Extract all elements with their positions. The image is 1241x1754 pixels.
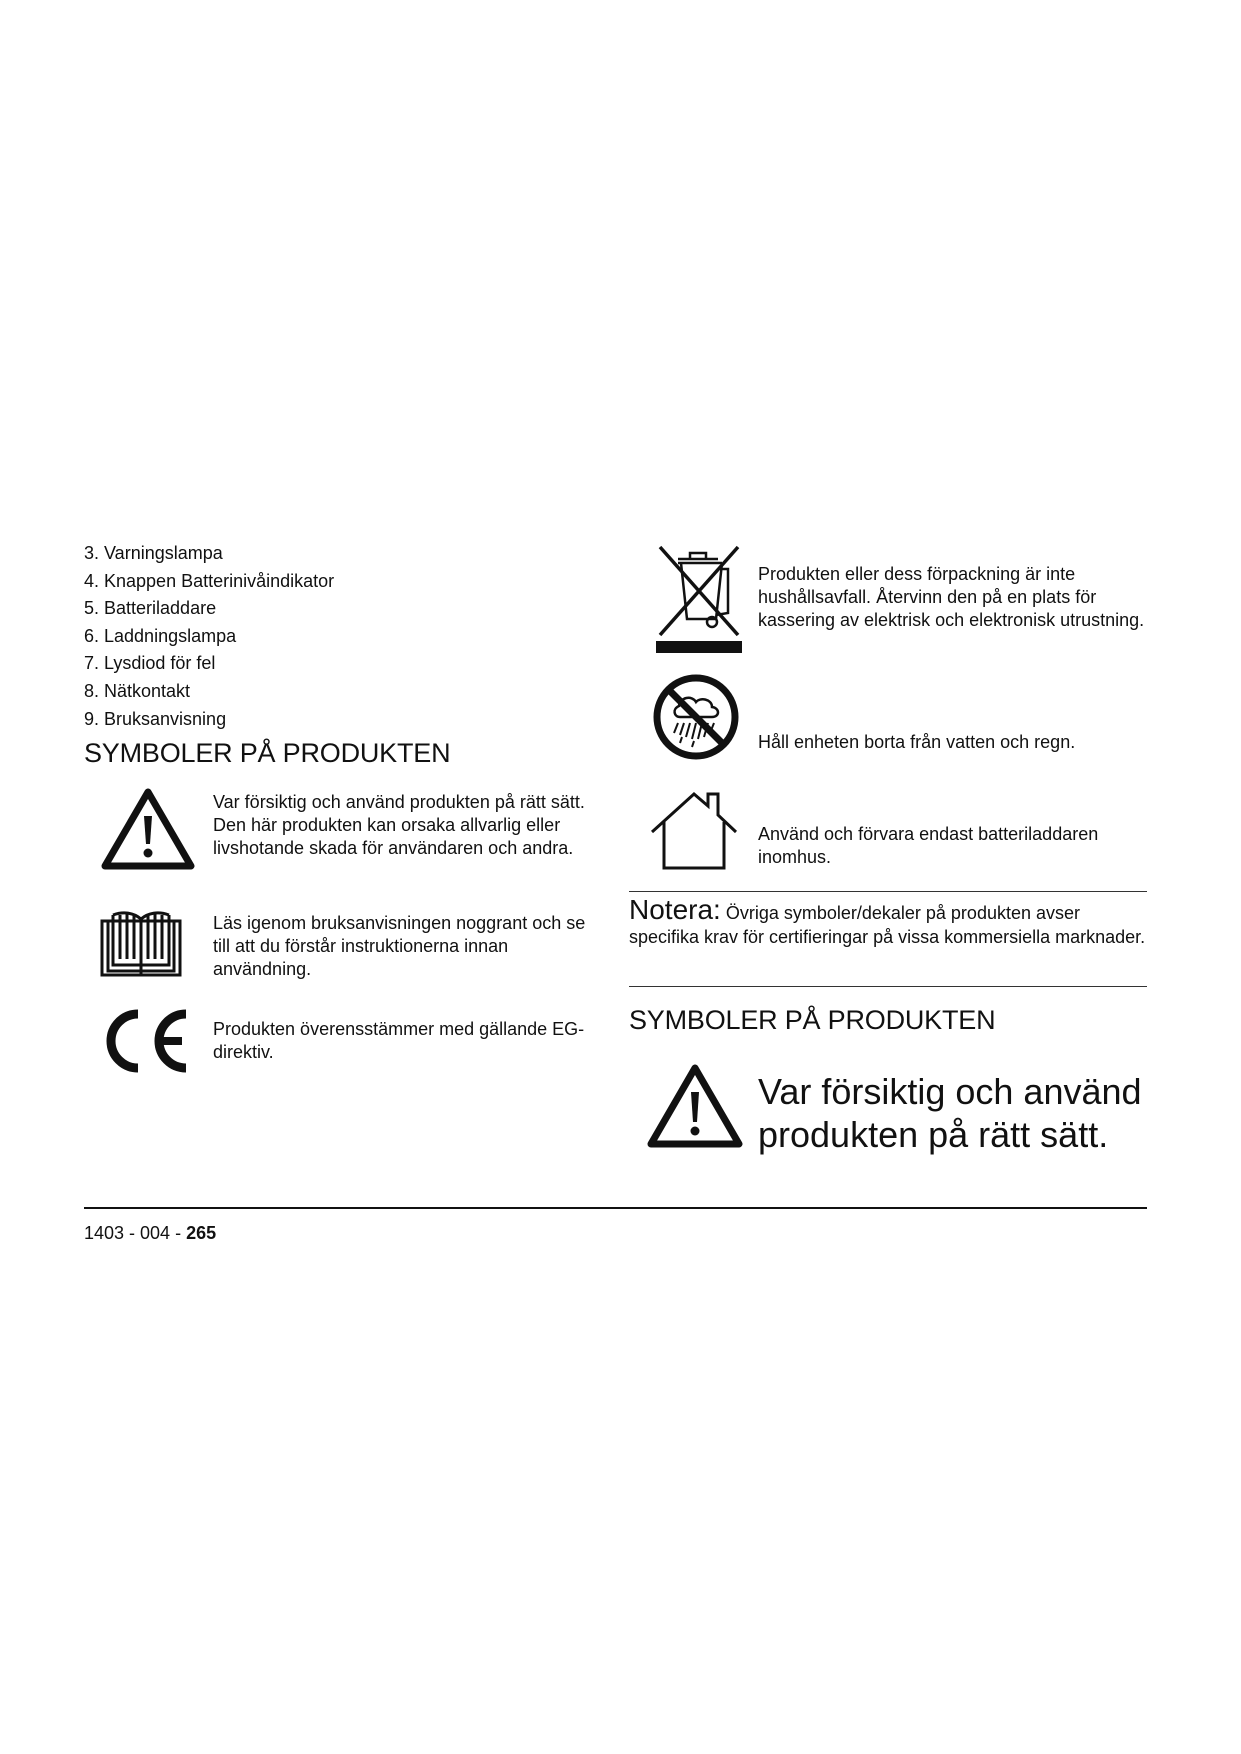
note-label: Notera:: [629, 894, 721, 925]
parts-list: [84, 540, 334, 733]
list-item: 3. Varningslampa: [84, 543, 223, 563]
list-item: 6. Laddningslampa: [84, 625, 237, 646]
page-number: 265: [186, 1223, 217, 1243]
note-text: Övriga symboler/dekaler på produkten avser specifika krav för certifieringar på vissa kommersiella marknader.: [629, 903, 1146, 947]
manual-book-icon: [100, 907, 182, 979]
list-item: 8. Nätkontakt: [84, 680, 191, 701]
footer: [84, 1222, 216, 1244]
list-item: 9. Bruksanvisning: [84, 708, 227, 729]
note-bottom-divider: [629, 986, 1147, 987]
crossed-wheelie-bin-icon: [654, 543, 744, 655]
left-section-heading: SYMBOLER PÅ PRODUKTEN: [84, 738, 451, 768]
indoor-house-icon: [648, 790, 740, 872]
footer-divider: [84, 1207, 1147, 1209]
list-item: 4. Knappen Batterinivåindikator: [84, 570, 335, 591]
footer-doc-code: 1403 - 004 -: [84, 1223, 187, 1243]
note-top-divider: [629, 891, 1147, 892]
big-warning-line-2: produkten på rätt sätt.: [758, 1114, 1109, 1155]
big-warning-line-1: Var försiktig och använd: [758, 1071, 1142, 1112]
warning-triangle-icon: [646, 1062, 744, 1150]
manual-description: Läs igenom bruksanvisningen noggrant och se till att du förstår instruktionerna innan användning.: [213, 913, 586, 979]
no-rain-icon: [652, 673, 740, 761]
list-item: 5. Batteriladdare: [84, 598, 217, 619]
house-description: Använd och förvara endast batteriladdaren inomhus.: [758, 824, 1099, 867]
ce-mark-icon: [100, 1008, 192, 1074]
ce-description: Produkten överensstämmer med gällande EG-direktiv.: [213, 1019, 585, 1062]
warning-triangle-icon: [100, 786, 196, 872]
warning-description: Var försiktig och använd produkten på rätt sätt. Den här produkten kan orsaka allvarlig eller livshotande skada för användaren och andra.: [213, 792, 585, 858]
note-block: [629, 894, 1149, 950]
right-section-heading: SYMBOLER PÅ PRODUKTEN: [629, 1005, 996, 1035]
list-item: 7. Lysdiod för fel: [84, 653, 216, 674]
rain-description: Håll enheten borta från vatten och regn.: [758, 732, 1076, 752]
weee-description: Produkten eller dess förpackning är inte hushållsavfall. Återvinn den på en plats för kassering av elektrisk och elektronisk utrustning.: [758, 564, 1145, 630]
